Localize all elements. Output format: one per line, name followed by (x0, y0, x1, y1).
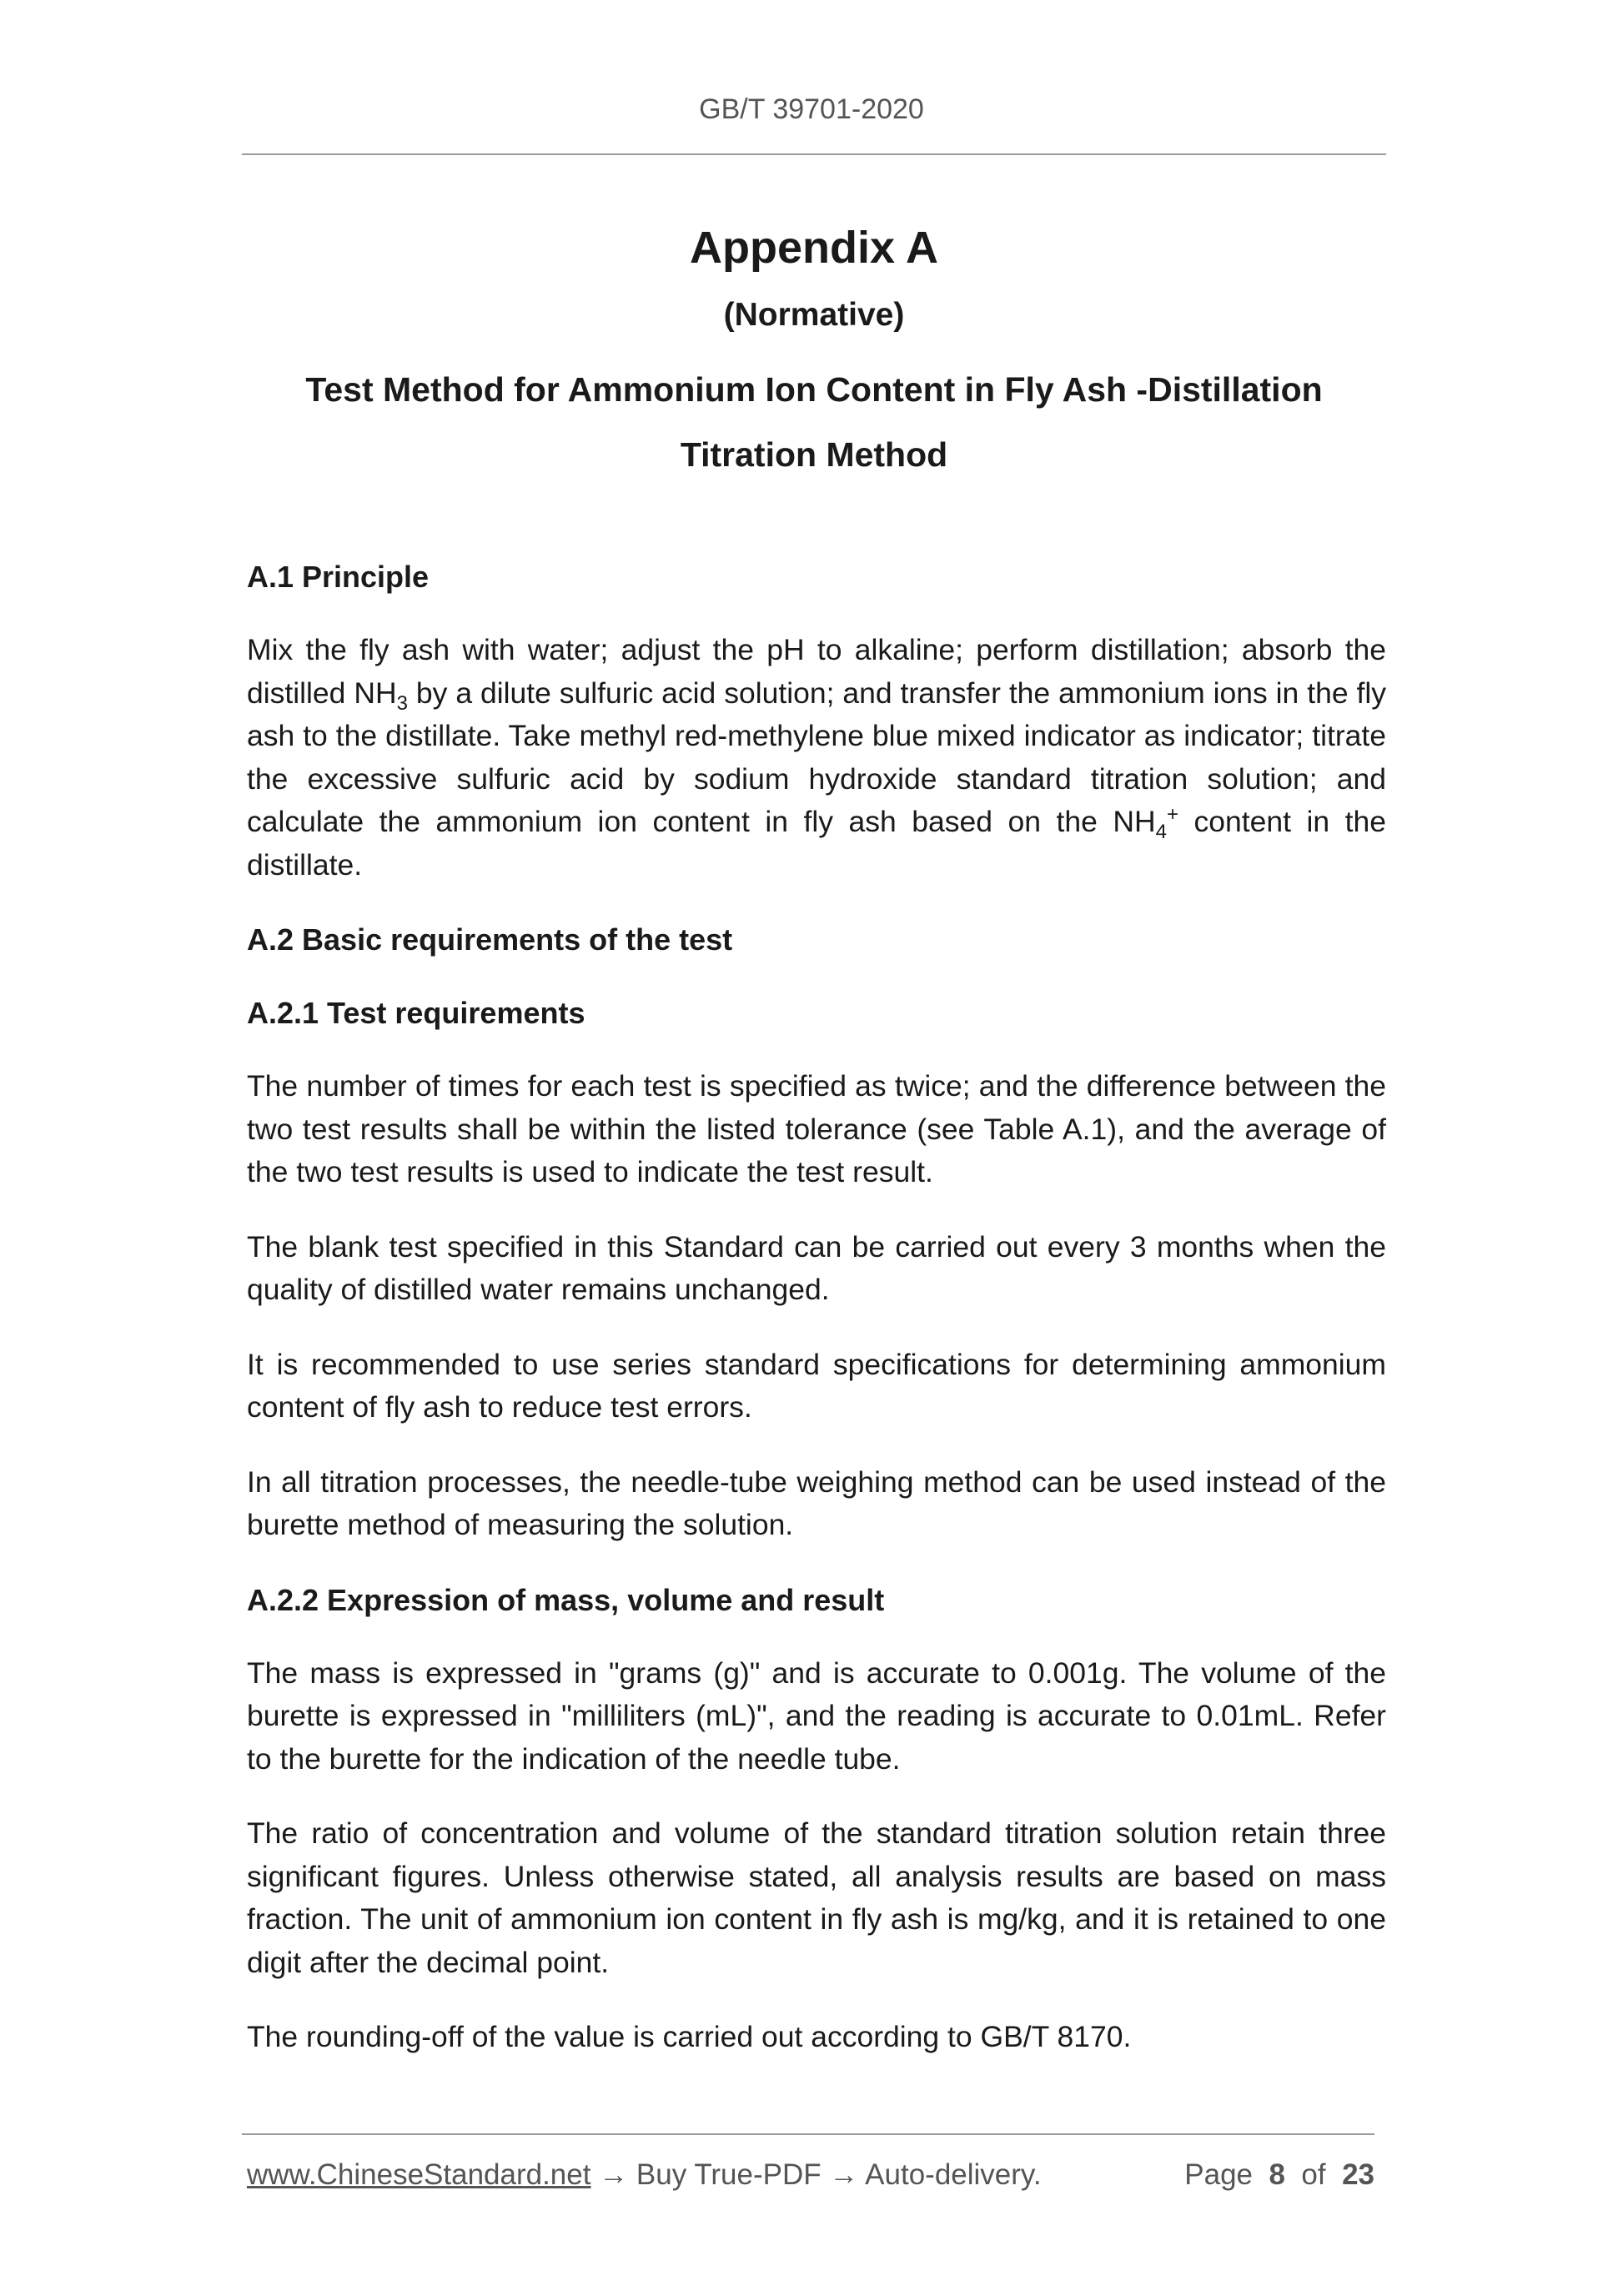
section-heading-a21: A.2.1 Test requirements (247, 996, 585, 1030)
appendix-subtitle-line1: Test Method for Ammonium Ion Content in Fly Ash -Distillation (305, 370, 1323, 409)
total-pages: 23 (1342, 2158, 1374, 2191)
page-number: 8 (1269, 2158, 1285, 2191)
section-heading-a2: A.2 Basic requirements of the test (247, 922, 733, 957)
footer-divider (242, 2133, 1374, 2135)
principle-text-part3: content in the distillate. (247, 805, 1386, 882)
paragraph: The blank test specified in this Standard can be carried out every 3 months when the quality of distilled water remains unchanged. (247, 1229, 1386, 1306)
paragraph: The ratio of concentration and volume of the standard titration solution retain three significant figures. Unless otherwise stated, all analysis results are based on mass fraction. The unit of ammonium ion content in fly ash is mg/kg, and it is retained to one digit after the decimal point. (247, 1816, 1386, 1979)
paragraph: The number of times for each test is specified as twice; and the difference between the two test results shall be within the listed tolerance (see Table A.1), and the average of the two test results is used to indicate the test result. (247, 1069, 1386, 1188)
document-body (247, 555, 1386, 2091)
of-label: of (1301, 2158, 1326, 2191)
paragraph: It is recommended to use series standard specifications for determining ammonium content of fly ash to reduce test errors. (247, 1347, 1386, 1424)
principle-paragraph (247, 629, 1386, 887)
section-heading-a22: A.2.2 Expression of mass, volume and result (247, 1582, 885, 1617)
document-header (0, 93, 1623, 126)
footer-promo-text: → Buy True-PDF → Auto-delivery. (590, 2158, 1042, 2191)
page-label: Page (1184, 2158, 1254, 2191)
header-divider (242, 153, 1386, 155)
footer-promo (247, 2154, 1042, 2196)
page-indicator (1184, 2154, 1374, 2196)
nh3-subscript: 3 (396, 691, 408, 715)
appendix-normative-label: (Normative) (723, 297, 905, 333)
paragraph: The rounding-off of the value is carried out according to GB/T 8170. (247, 2020, 1132, 2053)
appendix-title: Appendix A (689, 223, 938, 273)
paragraph: The mass is expressed in "grams (g)" and is accurate to 0.001g. The volume of the burette is expressed in "milliliters (mL)", and the reading is accurate to 0.01mL. Refer to the burette for the indication of the needle tube. (247, 1655, 1386, 1776)
principle-text-part1: Mix the fly ash with water; adjust the pH to alkaline; perform distillation; absorb the distilled NH (247, 633, 1386, 710)
nh4-subscript: 4 (1155, 821, 1168, 844)
appendix-title-block (242, 219, 1386, 487)
website-link[interactable]: www.ChineseStandard.net (247, 2158, 591, 2191)
section-heading-a1: A.1 Principle (247, 560, 430, 594)
standard-code: GB/T 39701-2020 (699, 93, 924, 125)
principle-text-part2: by a dilute sulfuric acid solution; and transfer the ammonium ions in the fly ash to the distillate. Take methyl red-methylene blue mixed indicator as indicator; titrate the excessive sulfuric acid by sodium hydroxide standard titration solution; and calculate the ammonium ion content in fly ash based on the NH (247, 676, 1387, 838)
nh4-superscript: + (1167, 803, 1179, 826)
paragraph: In all titration processes, the needle-tube weighing method can be used instead of the burette method of measuring the solution. (247, 1465, 1386, 1541)
appendix-subtitle-line2: Titration Method (680, 435, 948, 474)
